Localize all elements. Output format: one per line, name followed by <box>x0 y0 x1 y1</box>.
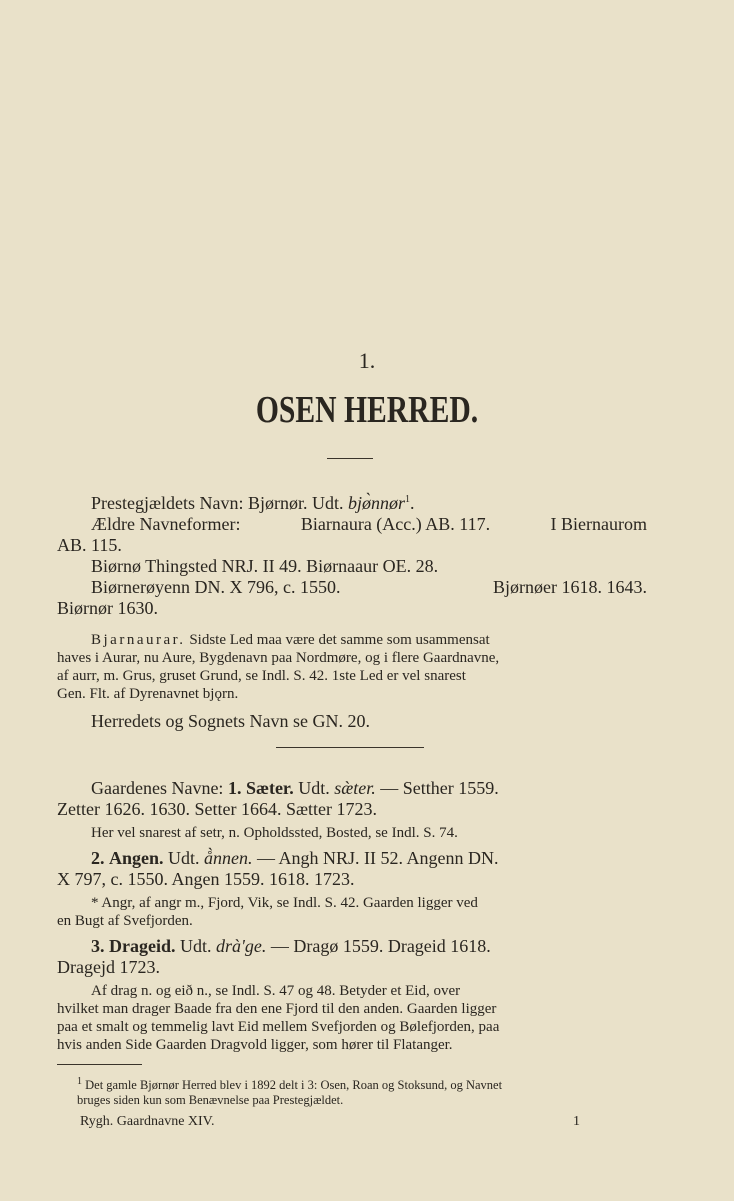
etymology-text: Sidste Led maa være det samme som usammensat <box>189 632 490 648</box>
etymology-line: Gen. Flt. af Dyrenavnet bjǫrn. <box>57 686 239 702</box>
farm-entry-2 <box>57 848 647 869</box>
etymology-line: haves i Aurar, nu Aure, Bygdenavn paa Nordmøre, og i flere Gaardnavne, <box>57 650 500 666</box>
farm-entry-1-cont: Zetter 1626. 1630. Setter 1664. Sætter 1723. <box>57 799 377 819</box>
pronunciation-label: Udt. <box>298 778 330 798</box>
farm-name: Sæter. <box>245 778 294 798</box>
parish-name-line: Prestegjældets Navn: Bjørnør. Udt. bjø̀nnør$^1$. <box>91 493 415 513</box>
farm-entry-3-cont: Dragejd 1723. <box>57 957 160 977</box>
farm-note: Her vel snarest af setr, n. Opholdssted, Bosted, se Indl. S. 74. <box>91 825 458 841</box>
chapter-number: 1. <box>358 348 376 373</box>
farm-note: * Angr, af angr m., Fjord, Vik, se Indl. S. 42. Gaarden ligger ved <box>91 895 478 911</box>
parish-intro <box>57 489 647 732</box>
etymology-line: af aurr, m. Grus, gruset Grund, se Indl. S. 42. 1ste Led er vel snarest <box>57 668 466 684</box>
signature-mark: Rygh. Gaardnavne XIV. <box>80 1114 215 1129</box>
older-form: Biørnerøyenn DN. X 796, c. 1550. <box>91 577 341 597</box>
pronunciation-label: Udt. <box>168 848 200 868</box>
etymon: Bjarnaurar. <box>91 632 186 648</box>
farm-number: 2. <box>91 848 105 868</box>
pronunciation: drà'ge. <box>216 936 267 956</box>
herred-name-line: Herredets og Sognets Navn se GN. 20. <box>91 711 370 731</box>
pronunciation: å̀nnen. <box>204 848 253 868</box>
older-forms-label: Ældre Navneformer: <box>91 514 241 534</box>
older-forms-line <box>57 577 647 598</box>
farms-label: Gaardenes Navne: <box>91 778 224 798</box>
parish-name: Bjørnør. <box>247 493 308 513</box>
older-form: — Dragø 1559. Drageid 1618. <box>270 936 491 956</box>
footnote-text: Det gamle Bjørnør Herred blev i 1892 delt i 3: Osen, Roan og Stoksund, og Navnet <box>85 1078 503 1093</box>
footnote-divider <box>57 1064 142 1065</box>
parish-name-label: Prestegjældets Navn: <box>91 493 244 513</box>
farm-note: Af drag n. og eið n., se Indl. S. 47 og 48. Betyder et Eid, over <box>91 983 461 999</box>
etymology-line <box>57 631 647 649</box>
farm-entry-3 <box>57 936 647 957</box>
footnote-ref: 1 <box>405 494 411 505</box>
older-forms-cont: Biørnør 1630. <box>57 598 158 618</box>
farm-note: paa et smalt og temmelig lavt Eid mellem Svefjorden og Bølefjorden, paa <box>57 1019 500 1035</box>
page-footer <box>80 1114 580 1130</box>
footnote <box>57 1074 647 1108</box>
farm-number: 1. <box>227 778 242 798</box>
divider <box>327 458 373 459</box>
pronunciation-label: Udt. <box>312 493 344 513</box>
farm-name: Drageid. <box>109 936 176 956</box>
pronunciation: sæ̀ter. <box>334 778 376 798</box>
footnote-mark: 1 <box>77 1076 82 1087</box>
farm-entry-1 <box>57 778 647 799</box>
older-form: Biarnaura (Acc.) AB. 117. <box>300 514 491 534</box>
older-forms-cont: AB. 115. <box>57 535 122 555</box>
farm-list <box>57 778 647 1054</box>
older-form: — Setther 1559. <box>380 778 499 798</box>
page-number: 1 <box>573 1114 580 1129</box>
divider <box>276 747 424 748</box>
farm-note: en Bugt af Svefjorden. <box>57 913 193 929</box>
older-forms-line: Biørnø Thingsted NRJ. II 49. Biørnaaur OE. 28. <box>91 556 439 576</box>
farm-name: Angen. <box>109 848 164 868</box>
pronunciation: bjø̀nnør <box>348 493 406 513</box>
older-form: I Biernaurom <box>550 514 647 534</box>
older-form: Bjørnøer 1618. 1643. <box>493 577 647 597</box>
farm-entry-2-cont: X 797, c. 1550. Angen 1559. 1618. 1723. <box>57 869 355 889</box>
farm-number: 3. <box>91 936 105 956</box>
farm-note: hvilket man drager Baade fra den ene Fjord til den anden. Gaarden ligger <box>57 1001 497 1017</box>
chapter-title: OSEN HERRED. <box>255 389 479 431</box>
pronunciation-label: Udt. <box>180 936 212 956</box>
footnote-text: bruges siden kun som Benævnelse paa Prestegjældet. <box>77 1093 344 1108</box>
older-form: — Angh NRJ. II 52. Angenn DN. <box>257 848 499 868</box>
older-forms-line <box>57 514 647 535</box>
farm-note: hvis anden Side Gaarden Dragvold ligger, som hører til Flatanger. <box>57 1037 453 1053</box>
